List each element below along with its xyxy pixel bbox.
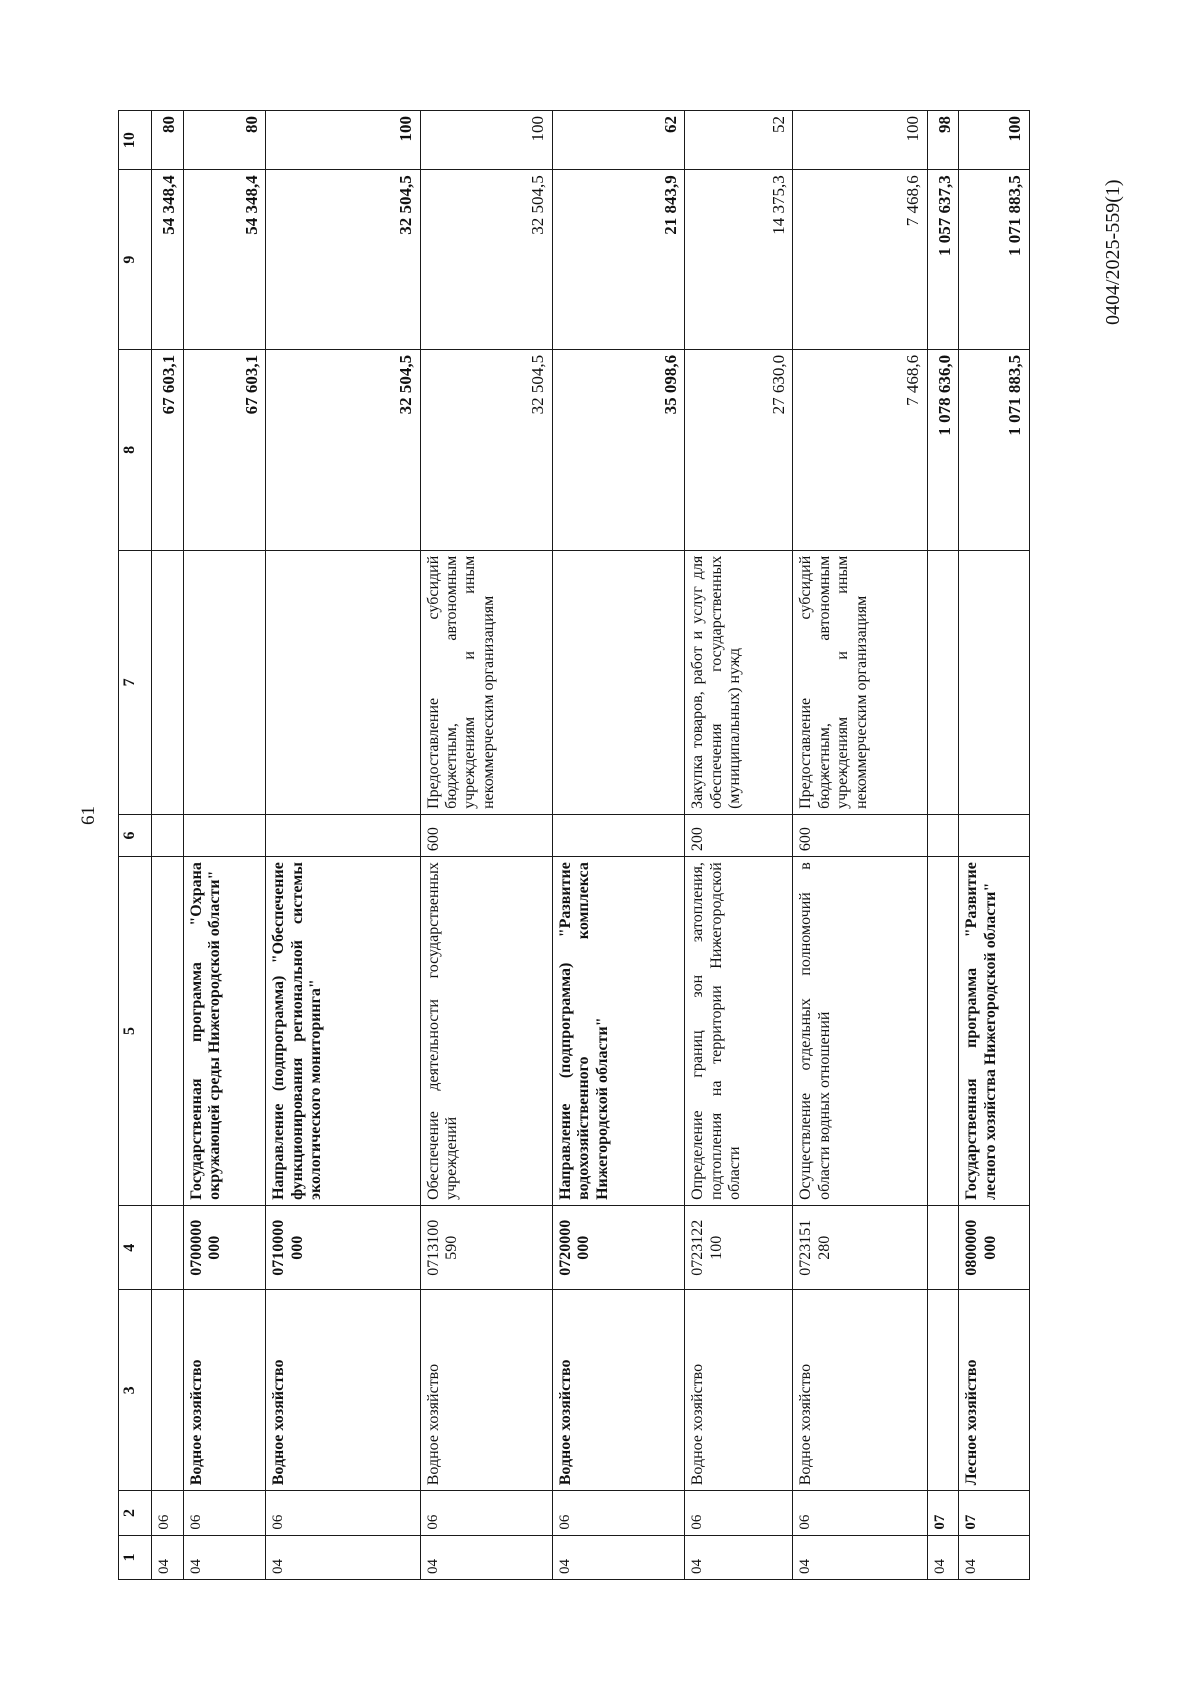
cell-expense-name: Закупка товаров, работ и услуг для обеспечения государственных (муниципальных) нужд bbox=[685, 550, 793, 814]
cell-percent: 98 bbox=[927, 111, 958, 170]
table-row bbox=[927, 111, 958, 1580]
cell-section: 04 bbox=[959, 1535, 1030, 1579]
cell-name bbox=[927, 1290, 958, 1491]
cell-subsection: 06 bbox=[793, 1491, 928, 1535]
cell-target-code: 0723151 280 bbox=[793, 1205, 928, 1290]
cell-subsection: 07 bbox=[959, 1491, 1030, 1535]
table-row bbox=[552, 111, 684, 1580]
header-cell-10: 10 bbox=[119, 111, 152, 170]
cell-program: Направление (подпрограмма) "Развитие водохозяйственного комплекса Нижегородской области" bbox=[552, 857, 684, 1206]
header-row bbox=[119, 111, 152, 1580]
cell-target-code: 0800000 000 bbox=[959, 1205, 1030, 1290]
table-row bbox=[183, 111, 266, 1580]
table-row bbox=[266, 111, 420, 1580]
cell-expense-name bbox=[152, 550, 183, 814]
cell-name: Водное хозяйство bbox=[552, 1290, 684, 1491]
cell-executed: 1 057 637,3 bbox=[927, 170, 958, 350]
cell-section: 04 bbox=[793, 1535, 928, 1579]
cell-subsection: 07 bbox=[927, 1491, 958, 1535]
cell-expense-type bbox=[927, 814, 958, 856]
cell-program: Осуществление отдельных полномочий в области водных отношений bbox=[793, 857, 928, 1206]
cell-expense-type bbox=[552, 814, 684, 856]
cell-executed: 14 375,3 bbox=[685, 170, 793, 350]
header-cell-5: 5 bbox=[119, 857, 152, 1206]
cell-section: 04 bbox=[927, 1535, 958, 1579]
cell-target-code: 0700000 000 bbox=[183, 1205, 266, 1290]
cell-expense-type bbox=[959, 814, 1030, 856]
header-cell-6: 6 bbox=[119, 814, 152, 856]
cell-expense-type: 600 bbox=[420, 814, 552, 856]
cell-program bbox=[927, 857, 958, 1206]
budget-table-rotated bbox=[118, 110, 1030, 1580]
cell-name: Водное хозяйство bbox=[793, 1290, 928, 1491]
cell-subsection: 06 bbox=[420, 1491, 552, 1535]
cell-subsection: 06 bbox=[552, 1491, 684, 1535]
document-code: 0404/2025-559(1) bbox=[1102, 179, 1124, 325]
cell-executed: 21 843,9 bbox=[552, 170, 684, 350]
header-cell-4: 4 bbox=[119, 1205, 152, 1290]
cell-planned: 67 603,1 bbox=[152, 349, 183, 550]
cell-target-code: 0713100 590 bbox=[420, 1205, 552, 1290]
cell-executed: 32 504,5 bbox=[420, 170, 552, 350]
cell-program: Обеспечение деятельности государственных учреждений bbox=[420, 857, 552, 1206]
cell-planned: 32 504,5 bbox=[420, 349, 552, 550]
cell-percent: 80 bbox=[152, 111, 183, 170]
cell-subsection: 06 bbox=[152, 1491, 183, 1535]
cell-expense-name bbox=[183, 550, 266, 814]
cell-section: 04 bbox=[420, 1535, 552, 1579]
cell-percent: 62 bbox=[552, 111, 684, 170]
cell-program bbox=[152, 857, 183, 1206]
cell-expense-name bbox=[959, 550, 1030, 814]
cell-section: 04 bbox=[685, 1535, 793, 1579]
page-number: 61 bbox=[78, 806, 99, 825]
cell-section: 04 bbox=[266, 1535, 420, 1579]
cell-name: Водное хозяйство bbox=[685, 1290, 793, 1491]
cell-program: Определение границ зон затопления, подтопления на территории Нижегородской области bbox=[685, 857, 793, 1206]
table-row bbox=[959, 111, 1030, 1580]
cell-expense-name bbox=[927, 550, 958, 814]
cell-section: 04 bbox=[183, 1535, 266, 1579]
cell-expense-type bbox=[266, 814, 420, 856]
cell-name: Водное хозяйство bbox=[183, 1290, 266, 1491]
cell-executed: 1 071 883,5 bbox=[959, 170, 1030, 350]
cell-program: Государственная программа "Охрана окружающей среды Нижегородской области" bbox=[183, 857, 266, 1206]
cell-planned: 7 468,6 bbox=[793, 349, 928, 550]
cell-planned: 27 630,0 bbox=[685, 349, 793, 550]
cell-expense-name: Предоставление субсидий бюджетным, автономным учреждениям и иным некоммерческим организациям bbox=[420, 550, 552, 814]
cell-planned: 32 504,5 bbox=[266, 349, 420, 550]
cell-target-code bbox=[927, 1205, 958, 1290]
cell-planned: 1 071 883,5 bbox=[959, 349, 1030, 550]
cell-target-code: 0723122 100 bbox=[685, 1205, 793, 1290]
cell-executed: 54 348,4 bbox=[152, 170, 183, 350]
cell-executed: 7 468,6 bbox=[793, 170, 928, 350]
table-row bbox=[420, 111, 552, 1580]
cell-subsection: 06 bbox=[266, 1491, 420, 1535]
header-cell-1: 1 bbox=[119, 1535, 152, 1579]
header-cell-7: 7 bbox=[119, 550, 152, 814]
cell-name bbox=[152, 1290, 183, 1491]
cell-percent: 100 bbox=[266, 111, 420, 170]
cell-expense-name: Предоставление субсидий бюджетным, автономным учреждениям и иным некоммерческим организациям bbox=[793, 550, 928, 814]
table-row bbox=[152, 111, 183, 1580]
cell-expense-type: 600 bbox=[793, 814, 928, 856]
cell-name: Лесное хозяйство bbox=[959, 1290, 1030, 1491]
cell-planned: 35 098,6 bbox=[552, 349, 684, 550]
cell-subsection: 06 bbox=[183, 1491, 266, 1535]
cell-expense-type bbox=[183, 814, 266, 856]
header-cell-3: 3 bbox=[119, 1290, 152, 1491]
cell-planned: 67 603,1 bbox=[183, 349, 266, 550]
cell-executed: 32 504,5 bbox=[266, 170, 420, 350]
table-row bbox=[793, 111, 928, 1580]
cell-percent: 100 bbox=[793, 111, 928, 170]
cell-section: 04 bbox=[152, 1535, 183, 1579]
cell-name: Водное хозяйство bbox=[266, 1290, 420, 1491]
cell-program: Направление (подпрограмма) "Обеспечение функционирования региональной системы экологического мониторинга" bbox=[266, 857, 420, 1206]
cell-target-code bbox=[152, 1205, 183, 1290]
cell-planned: 1 078 636,0 bbox=[927, 349, 958, 550]
cell-target-code: 0710000 000 bbox=[266, 1205, 420, 1290]
cell-subsection: 06 bbox=[685, 1491, 793, 1535]
budget-table bbox=[118, 110, 1030, 1580]
cell-section: 04 bbox=[552, 1535, 684, 1579]
header-cell-9: 9 bbox=[119, 170, 152, 350]
cell-executed: 54 348,4 bbox=[183, 170, 266, 350]
cell-expense-name bbox=[552, 550, 684, 814]
cell-program: Государственная программа "Развитие лесного хозяйства Нижегородской области" bbox=[959, 857, 1030, 1206]
header-cell-2: 2 bbox=[119, 1491, 152, 1535]
cell-percent: 100 bbox=[959, 111, 1030, 170]
cell-name: Водное хозяйство bbox=[420, 1290, 552, 1491]
cell-percent: 80 bbox=[183, 111, 266, 170]
cell-percent: 52 bbox=[685, 111, 793, 170]
cell-expense-type bbox=[152, 814, 183, 856]
cell-expense-type: 200 bbox=[685, 814, 793, 856]
header-cell-8: 8 bbox=[119, 349, 152, 550]
table-row bbox=[685, 111, 793, 1580]
cell-percent: 100 bbox=[420, 111, 552, 170]
cell-target-code: 0720000 000 bbox=[552, 1205, 684, 1290]
cell-expense-name bbox=[266, 550, 420, 814]
